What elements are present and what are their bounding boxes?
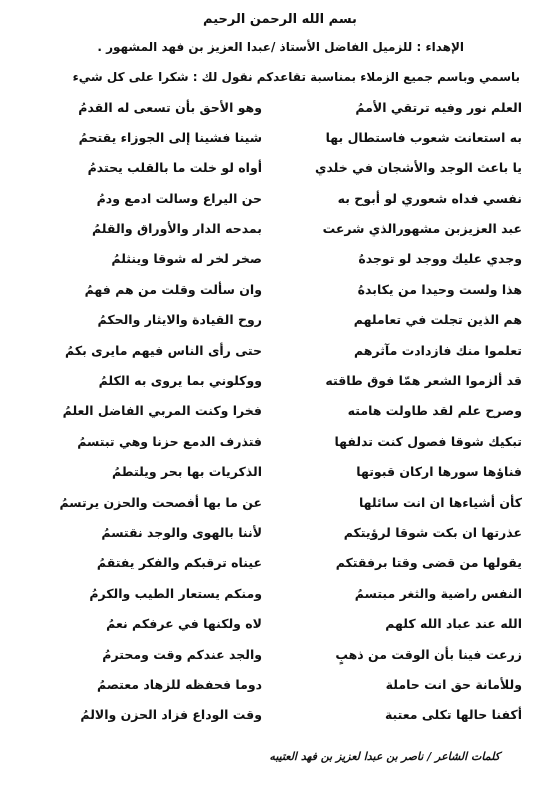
poem-body [0,96,560,726]
verse-first-hemistich: فناؤها سورها اركان قبوتها [356,464,522,480]
dedication-line: الإهداء : للزميل الفاضل الأستاذ /عبدا العزيز بن فهد المشهور . [97,40,464,54]
verse-second-hemistich: وقت الوداع فزاد الحزن والالمُ [80,707,262,723]
verse-first-hemistich: عذرتها ان بكت شوقا لرؤيتكم [343,524,522,540]
verse-second-hemistich: حن اليراع وسالت ادمع ودمُ [96,190,262,206]
verse-second-hemistich: حتى رأى الناس فيهم مايرى بكمُ [65,342,262,358]
verse [0,400,560,422]
verse [0,552,560,574]
verse-second-hemistich: لاه ولكنها في عرفكم نعمُ [106,616,262,632]
verse [0,673,560,695]
verse-second-hemistich: أواه لو خلت ما بالقلب يحتدمُ [87,160,262,176]
verse-first-hemistich: هم الذين تجلت في تعاملهم [353,312,522,328]
verse-second-hemistich: عن ما بها أفصحت والحزن يرتسمُ [59,494,262,510]
verse-second-hemistich: وهو الأحق بأن تسعى له القدمُ [78,99,262,115]
verse [0,96,560,118]
verse [0,491,560,513]
verse [0,704,560,726]
verse-second-hemistich: دوما فحفظه للزهاد معتصمُ [97,676,262,692]
verse [0,309,560,331]
verse [0,461,560,483]
verse [0,370,560,392]
verse-first-hemistich: وللأمانة حق انت حاملة [385,676,522,692]
basmala: بسم الله الرحمن الرحيم [203,12,357,27]
verse-first-hemistich: النفس راضية والثغر مبتسمُ [354,585,522,601]
verse-first-hemistich: زرعت فينا بأن الوقت من ذهبٍ [335,646,522,662]
verse [0,430,560,452]
poet-signature: كلمات الشاعر / ناصر بن عبدا لعزيز بن فهد العتيبه [269,750,500,763]
verse [0,218,560,240]
verse-first-hemistich: عبد العزيزبن مشهورالذي شرعت [322,221,522,237]
verse-second-hemistich: والجد عندكم وقت ومحترمُ [102,646,262,662]
verse-first-hemistich: الله عند عباد الله كلهم [385,616,522,632]
verse-second-hemistich: روح القيادة والايثار والحكمُ [97,312,262,328]
verse-second-hemistich: وان سألت وقلت من هم فهمُ [84,281,262,297]
verse-second-hemistich: صخر لخر له شوقا وينثلمُ [111,251,262,267]
verse [0,278,560,300]
verse-second-hemistich: الذكريات بها بحر ويلتطمُ [111,464,262,480]
verse [0,582,560,604]
verse-second-hemistich: بمدحه الدار والأوراق والقلمُ [91,221,262,237]
verse [0,339,560,361]
verse [0,126,560,148]
verse-first-hemistich: يا باعث الوجد والأشجان في خلدي [315,160,522,176]
verse [0,521,560,543]
verse [0,643,560,665]
thanks-line: باسمي وباسم جميع الزملاء بمناسبة تقاعدكم نقول لك : شكرا على كل شيء [72,70,520,84]
verse-second-hemistich: فخرا وكنت المربي الفاضل العلمُ [62,403,262,419]
verse [0,248,560,270]
verse-first-hemistich: أكفنا حالها تكلى معتبة [384,707,522,723]
verse [0,157,560,179]
verse [0,187,560,209]
verse-first-hemistich: به استعانت شعوب فاستطال بها [325,129,522,145]
verse-second-hemistich: ومنكم يستعار الطيب والكرمُ [89,585,262,601]
verse-first-hemistich: نفسي فداه شعوري لو أبوح به [337,190,522,206]
verse [0,613,560,635]
verse-first-hemistich: العلم نور وفيه ترتقي الأممُ [355,99,522,115]
verse-second-hemistich: لأننا بالهوى والوجد نقتسمُ [101,524,262,540]
verse-first-hemistich: قد ألزموا الشعر همّا فوق طاقته [325,373,522,389]
verse-first-hemistich: هذا ولست وحيدا من يكابدهُ [357,281,522,297]
verse-first-hemistich: وصرح علم لقد طاولت هامته [347,403,522,419]
verse-first-hemistich: يقولها من قضى وقتا برفقتكم [335,555,522,571]
verse-first-hemistich: وجدي عليك ووجد لو توجدهُ [358,251,522,267]
verse-second-hemistich: فتذرف الدمع حزنا وهي تبتسمُ [77,433,262,449]
verse-first-hemistich: كأن أشياءها ان انت سائلها [358,494,522,510]
verse-first-hemistich: تبكيك شوقا فصول كنت تدلفها [334,433,522,449]
verse-second-hemistich: عيناه ترقبكم والفكر يفتقمُ [96,555,262,571]
verse-first-hemistich: تعلموا منك فازدادت مآثرهم [353,342,522,358]
verse-second-hemistich: ووكلوني بما يروى به الكلمُ [98,373,262,389]
verse-second-hemistich: شينا فشينا إلى الجوزاء يقتحمُ [78,129,262,145]
